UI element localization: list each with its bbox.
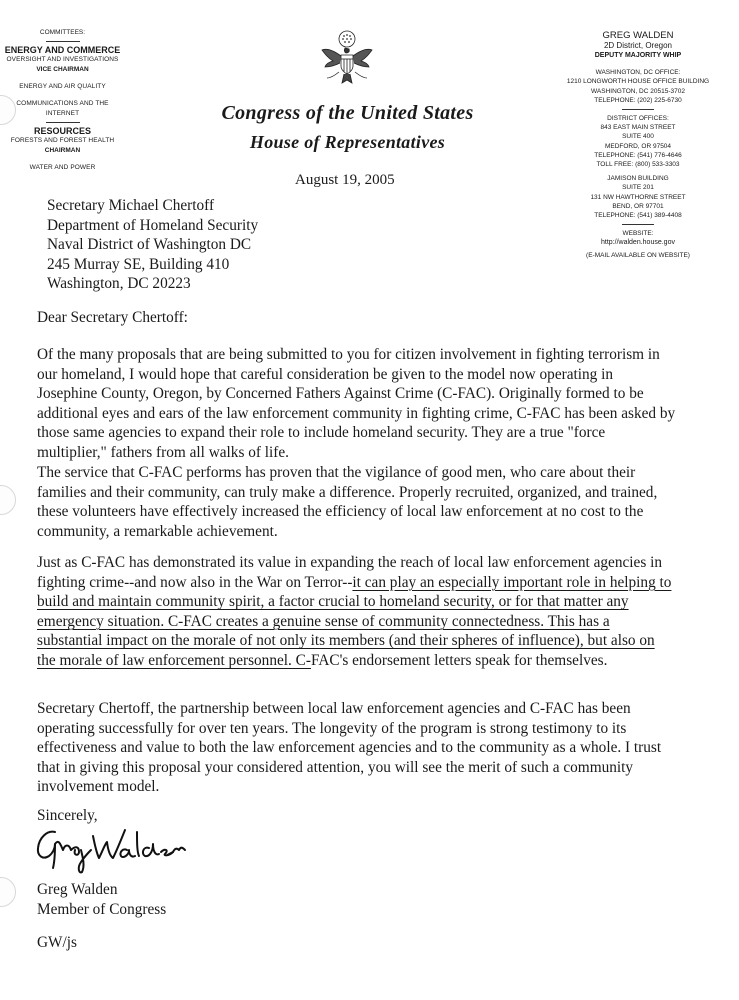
paragraph-text: Just as C-FAC has demonstrated its value in expanding the reach of local law enforcement agencies in fighting crime--and now also in the War on Terror-- — [37, 554, 662, 591]
email-note: (E-MAIL AVAILABLE ON WEBSITE) — [586, 251, 690, 259]
medford-city: MEDFORD, OR 97504 — [604, 142, 672, 150]
typist-initials: GW/js — [37, 934, 77, 951]
dc-office-city: WASHINGTON, DC 20515-3702 — [591, 87, 685, 95]
member-district: 2D District, Oregon — [603, 41, 673, 50]
medford-tollfree: TOLL FREE: (800) 533-3303 — [596, 161, 680, 169]
bend-city: BEND, OR 97701 — [612, 202, 664, 210]
subcommittee-oversight: OVERSIGHT AND INVESTIGATIONS — [6, 56, 119, 63]
member-name: GREG WALDEN — [602, 30, 674, 41]
recipient-address — [47, 196, 687, 294]
signer-title: Member of Congress — [37, 900, 167, 918]
subcommittee-role: CHAIRMAN — [44, 147, 81, 154]
letterhead-title: Congress of the United States — [221, 102, 474, 124]
handwritten-signature — [33, 822, 193, 874]
member-role: DEPUTY MAJORITY WHIP — [594, 52, 682, 59]
signer-name: Greg Walden — [37, 881, 118, 898]
medford-suite: SUITE 400 — [622, 133, 654, 141]
signature-block — [37, 880, 677, 919]
letter-date: August 19, 2005 — [295, 172, 395, 188]
bend-building: JAMISON BUILDING — [607, 175, 669, 183]
website-link[interactable]: http://walden.house.gov — [601, 239, 675, 247]
bend-phone: TELEPHONE: (541) 389-4408 — [594, 212, 682, 220]
committee-energy-commerce: ENERGY AND COMMERCE — [4, 45, 121, 55]
paragraph-text: FAC's endorsement letters speak for themselves. — [310, 651, 608, 669]
letterhead-subtitle: House of Representatives — [249, 132, 446, 152]
recipient-line: Department of Homeland Security — [47, 216, 259, 234]
underlined-text: it can play an especially important role in helping to build and maintain community spirit, a factor crucial to homeland security, or for that matter any emergency situation. C-FAC creates a genuine sense of community connectedness. This has a substantial impact on the morale of not only its members (and their spheres of influence), but also on the morale of law enforcement personnel. C- — [37, 573, 672, 669]
subcommittee-forests: FORESTS AND FOREST HEALTH — [10, 137, 115, 144]
committees-label: COMMITTEES: — [39, 29, 86, 36]
body-paragraph-2: The service that C-FAC performs has proven that the vigilance of good men, who care about their families and their community, can truly make a difference. Properly recruited, organized, and trained, these volunteers have effectively increased the efficiency of local law enforcement at no cost to the community, a remarkable achievement. — [37, 464, 658, 540]
divider — [46, 41, 80, 42]
divider — [622, 109, 654, 110]
district-offices-label: DISTRICT OFFICES: — [607, 115, 669, 123]
closing: Sincerely, — [37, 807, 98, 824]
bend-address: 131 NW HAWTHORNE STREET — [590, 193, 686, 201]
medford-address: 843 EAST MAIN STREET — [600, 124, 676, 132]
divider — [46, 122, 80, 123]
committees-column — [0, 28, 125, 173]
bend-suite: SUITE 201 — [622, 184, 654, 192]
salutation: Dear Secretary Chertoff: — [37, 309, 188, 326]
dc-office-label: WASHINGTON, DC OFFICE: — [595, 69, 681, 77]
body-paragraph-3 — [37, 553, 677, 671]
punch-hole — [0, 485, 16, 515]
website-label: WEBSITE: — [622, 230, 654, 238]
recipient-line: Secretary Michael Chertoff — [47, 197, 215, 214]
eagle-seal-icon — [319, 28, 375, 92]
subcommittee-role: VICE CHAIRMAN — [36, 66, 89, 73]
recipient-line: Naval District of Washington DC — [47, 236, 252, 254]
subcommittee-communications: COMMUNICATIONS AND THE INTERNET — [16, 100, 109, 117]
dc-office-phone: TELEPHONE: (202) 225-6730 — [594, 96, 682, 104]
punch-hole — [0, 877, 16, 907]
committee-resources: RESOURCES — [33, 126, 91, 136]
recipient-line: 245 Murray SE, Building 410 — [47, 255, 230, 273]
recipient-line: Washington, DC 20223 — [47, 275, 191, 293]
medford-phone: TELEPHONE: (541) 776-4646 — [594, 151, 682, 159]
subcommittee-water-power: WATER AND POWER — [29, 164, 96, 171]
body-paragraph-4: Secretary Chertoff, the partnership between local law enforcement agencies and C-FAC has been operating successfully for over ten years. The longevity of the program is strong testimony to its effectiveness and value to both the law enforcement agencies and to the community as a whole. I trust that in giving this proposal your considered attention, you will see the merit of such a community involvement model. — [37, 700, 662, 796]
body-paragraph-1: Of the many proposals that are being submitted to you for citizen involvement in fighting terrorism in our homeland, I would hope that careful consideration be given to the model now operating in Josephine County, Oregon, by Concerned Fathers Against Crime (C-FAC). Originally formed to be additional eyes and ears of the law enforcement community in fighting crime, C-FAC has been asked by those same agencies to expand their role to include homeland security. They are a true "force multiplier," fathers from all walks of life. — [37, 346, 676, 461]
dc-office-address: 1210 LONGWORTH HOUSE OFFICE BUILDING — [566, 78, 710, 86]
subcommittee-energy-air: ENERGY AND AIR QUALITY — [19, 83, 106, 90]
